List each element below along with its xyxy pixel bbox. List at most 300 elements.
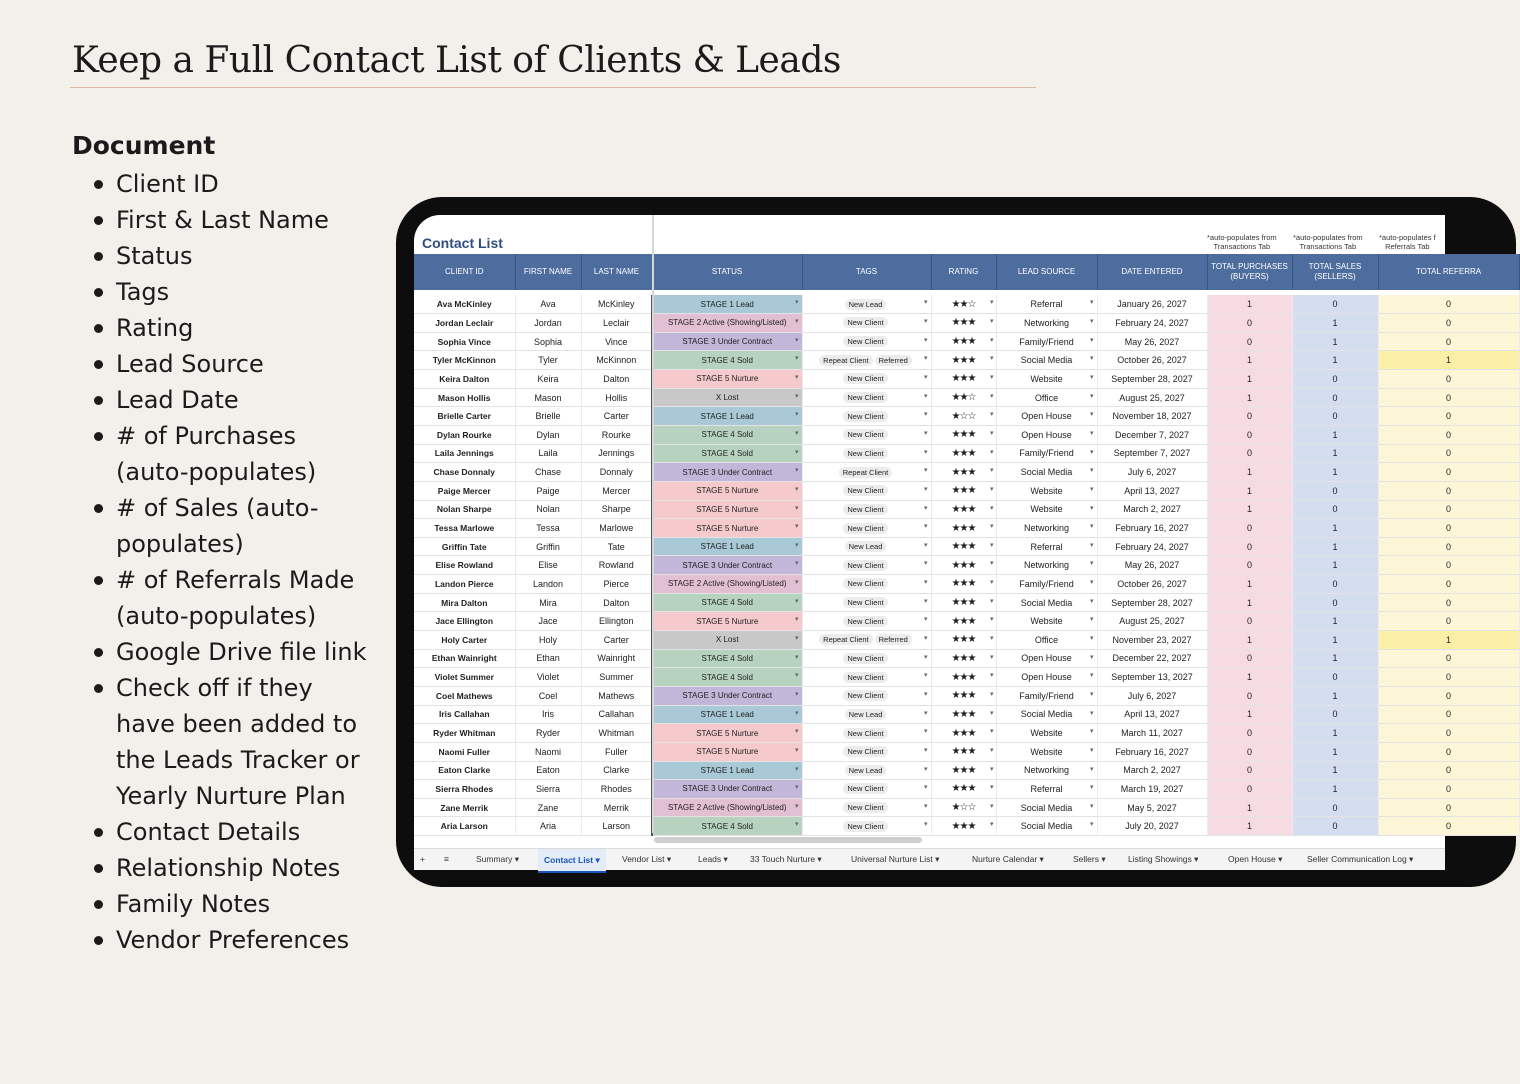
lead-source-dropdown[interactable]: [996, 519, 1097, 538]
date-entered-cell[interactable]: March 2, 2027: [1097, 761, 1207, 780]
dropdown-arrow-icon[interactable]: ▾: [923, 355, 928, 363]
first-name-cell[interactable]: Jace: [515, 612, 581, 631]
dropdown-arrow-icon[interactable]: ▾: [923, 653, 928, 661]
rating-dropdown[interactable]: [931, 556, 996, 575]
date-entered-cell[interactable]: May 26, 2027: [1097, 332, 1207, 351]
tags-dropdown[interactable]: [802, 724, 931, 743]
client-id-cell[interactable]: Laila Jennings: [414, 444, 515, 463]
status-dropdown[interactable]: [652, 463, 802, 482]
date-entered-cell[interactable]: December 7, 2027: [1097, 425, 1207, 444]
last-name-cell[interactable]: Clarke: [581, 761, 652, 780]
status-dropdown[interactable]: [652, 668, 802, 687]
last-name-cell[interactable]: Dalton: [581, 593, 652, 612]
dropdown-arrow-icon[interactable]: ▾: [923, 784, 928, 792]
lead-source-dropdown[interactable]: [996, 798, 1097, 817]
dropdown-arrow-icon[interactable]: ▾: [923, 728, 928, 736]
client-id-cell[interactable]: Griffin Tate: [414, 537, 515, 556]
dropdown-arrow-icon[interactable]: ▾: [989, 467, 993, 475]
client-id-cell[interactable]: Jace Ellington: [414, 612, 515, 631]
client-id-cell[interactable]: Zane Merrik: [414, 798, 515, 817]
status-dropdown[interactable]: [652, 444, 802, 463]
lead-source-dropdown[interactable]: [996, 351, 1097, 370]
status-dropdown[interactable]: [652, 761, 802, 780]
dropdown-arrow-icon[interactable]: ▾: [1089, 355, 1094, 363]
dropdown-arrow-icon[interactable]: ▾: [794, 392, 799, 400]
first-name-cell[interactable]: Naomi: [515, 742, 581, 761]
last-name-cell[interactable]: Dalton: [581, 370, 652, 389]
last-name-cell[interactable]: Larson: [581, 817, 652, 836]
dropdown-arrow-icon[interactable]: ▾: [923, 690, 928, 698]
tags-dropdown[interactable]: [802, 537, 931, 556]
dropdown-arrow-icon[interactable]: ▾: [1089, 411, 1094, 419]
dropdown-arrow-icon[interactable]: ▾: [794, 411, 799, 419]
dropdown-arrow-icon[interactable]: ▾: [1089, 392, 1094, 400]
dropdown-arrow-icon[interactable]: ▾: [989, 392, 993, 400]
last-name-cell[interactable]: Fuller: [581, 742, 652, 761]
status-dropdown[interactable]: [652, 724, 802, 743]
client-id-cell[interactable]: Mira Dalton: [414, 593, 515, 612]
rating-dropdown[interactable]: [931, 351, 996, 370]
tags-dropdown[interactable]: [802, 314, 931, 333]
status-dropdown[interactable]: [652, 481, 802, 500]
lead-source-dropdown[interactable]: [996, 742, 1097, 761]
last-name-cell[interactable]: Jennings: [581, 444, 652, 463]
tags-dropdown[interactable]: [802, 798, 931, 817]
lead-source-dropdown[interactable]: [996, 780, 1097, 799]
dropdown-arrow-icon[interactable]: ▾: [989, 523, 993, 531]
sheet-tab[interactable]: Nurture Calendar ▾: [972, 854, 1044, 864]
first-name-cell[interactable]: Mason: [515, 388, 581, 407]
date-entered-cell[interactable]: July 6, 2027: [1097, 686, 1207, 705]
rating-dropdown[interactable]: [931, 519, 996, 538]
dropdown-arrow-icon[interactable]: ▾: [923, 429, 928, 437]
last-name-cell[interactable]: Ellington: [581, 612, 652, 631]
first-name-cell[interactable]: Dylan: [515, 425, 581, 444]
column-header[interactable]: DATE ENTERED: [1097, 254, 1207, 290]
lead-source-dropdown[interactable]: [996, 705, 1097, 724]
column-header[interactable]: CLIENT ID: [414, 254, 515, 290]
column-header[interactable]: LEAD SOURCE: [996, 254, 1097, 290]
first-name-cell[interactable]: Nolan: [515, 500, 581, 519]
tags-dropdown[interactable]: [802, 575, 931, 594]
tags-dropdown[interactable]: [802, 742, 931, 761]
dropdown-arrow-icon[interactable]: ▾: [989, 635, 993, 643]
status-dropdown[interactable]: [652, 332, 802, 351]
date-entered-cell[interactable]: November 18, 2027: [1097, 407, 1207, 426]
client-id-cell[interactable]: Aria Larson: [414, 817, 515, 836]
dropdown-arrow-icon[interactable]: ▾: [923, 523, 928, 531]
first-name-cell[interactable]: Ryder: [515, 724, 581, 743]
rating-dropdown[interactable]: [931, 481, 996, 500]
dropdown-arrow-icon[interactable]: ▾: [1089, 784, 1094, 792]
last-name-cell[interactable]: Vince: [581, 332, 652, 351]
lead-source-dropdown[interactable]: [996, 612, 1097, 631]
first-name-cell[interactable]: Sierra: [515, 780, 581, 799]
rating-dropdown[interactable]: [931, 705, 996, 724]
dropdown-arrow-icon[interactable]: ▾: [989, 821, 993, 829]
rating-dropdown[interactable]: [931, 724, 996, 743]
client-id-cell[interactable]: Ava McKinley: [414, 295, 515, 314]
last-name-cell[interactable]: Tate: [581, 537, 652, 556]
client-id-cell[interactable]: Landon Pierce: [414, 575, 515, 594]
last-name-cell[interactable]: Hollis: [581, 388, 652, 407]
dropdown-arrow-icon[interactable]: ▾: [1089, 429, 1094, 437]
date-entered-cell[interactable]: October 26, 2027: [1097, 351, 1207, 370]
first-name-cell[interactable]: Laila: [515, 444, 581, 463]
dropdown-arrow-icon[interactable]: ▾: [794, 635, 799, 643]
lead-source-dropdown[interactable]: [996, 575, 1097, 594]
tags-dropdown[interactable]: [802, 388, 931, 407]
dropdown-arrow-icon[interactable]: ▾: [1089, 336, 1094, 344]
sheet-tab[interactable]: Sellers ▾: [1073, 854, 1106, 864]
dropdown-arrow-icon[interactable]: ▾: [989, 653, 993, 661]
rating-dropdown[interactable]: [931, 463, 996, 482]
dropdown-arrow-icon[interactable]: ▾: [923, 635, 928, 643]
dropdown-arrow-icon[interactable]: ▾: [794, 299, 799, 306]
rating-dropdown[interactable]: [931, 817, 996, 836]
tags-dropdown[interactable]: [802, 370, 931, 389]
dropdown-arrow-icon[interactable]: ▾: [1089, 541, 1094, 549]
dropdown-arrow-icon[interactable]: ▾: [1089, 299, 1094, 306]
date-entered-cell[interactable]: March 2, 2027: [1097, 500, 1207, 519]
dropdown-arrow-icon[interactable]: ▾: [794, 429, 799, 437]
rating-dropdown[interactable]: [931, 649, 996, 668]
status-dropdown[interactable]: [652, 500, 802, 519]
first-name-cell[interactable]: Sophia: [515, 332, 581, 351]
date-entered-cell[interactable]: February 16, 2027: [1097, 742, 1207, 761]
dropdown-arrow-icon[interactable]: ▾: [923, 299, 928, 306]
dropdown-arrow-icon[interactable]: ▾: [923, 336, 928, 344]
first-name-cell[interactable]: Zane: [515, 798, 581, 817]
sheet-tab[interactable]: Universal Nurture List ▾: [851, 854, 940, 864]
dropdown-arrow-icon[interactable]: ▾: [1089, 523, 1094, 531]
rating-dropdown[interactable]: [931, 332, 996, 351]
sheet-tab[interactable]: Listing Showings ▾: [1128, 854, 1199, 864]
dropdown-arrow-icon[interactable]: ▾: [923, 802, 928, 810]
dropdown-arrow-icon[interactable]: ▾: [923, 746, 928, 754]
lead-source-dropdown[interactable]: [996, 817, 1097, 836]
last-name-cell[interactable]: Merrik: [581, 798, 652, 817]
dropdown-arrow-icon[interactable]: ▾: [923, 579, 928, 587]
last-name-cell[interactable]: Whitman: [581, 724, 652, 743]
dropdown-arrow-icon[interactable]: ▾: [1089, 560, 1094, 568]
first-name-cell[interactable]: Tessa: [515, 519, 581, 538]
rating-dropdown[interactable]: [931, 761, 996, 780]
dropdown-arrow-icon[interactable]: ▾: [989, 616, 993, 624]
dropdown-arrow-icon[interactable]: ▾: [923, 318, 928, 326]
lead-source-dropdown[interactable]: [996, 649, 1097, 668]
rating-dropdown[interactable]: [931, 612, 996, 631]
sheet-tab[interactable]: Seller Communication Log ▾: [1307, 854, 1414, 864]
last-name-cell[interactable]: Rhodes: [581, 780, 652, 799]
dropdown-arrow-icon[interactable]: ▾: [989, 765, 993, 773]
rating-dropdown[interactable]: [931, 631, 996, 650]
last-name-cell[interactable]: Rourke: [581, 425, 652, 444]
rating-dropdown[interactable]: [931, 798, 996, 817]
status-dropdown[interactable]: [652, 649, 802, 668]
dropdown-arrow-icon[interactable]: ▾: [989, 672, 993, 680]
client-id-cell[interactable]: Tessa Marlowe: [414, 519, 515, 538]
date-entered-cell[interactable]: January 26, 2027: [1097, 295, 1207, 314]
dropdown-arrow-icon[interactable]: ▾: [923, 448, 928, 456]
status-dropdown[interactable]: [652, 705, 802, 724]
tags-dropdown[interactable]: [802, 668, 931, 687]
dropdown-arrow-icon[interactable]: ▾: [989, 541, 993, 549]
rating-dropdown[interactable]: [931, 388, 996, 407]
date-entered-cell[interactable]: February 24, 2027: [1097, 314, 1207, 333]
lead-source-dropdown[interactable]: [996, 593, 1097, 612]
rating-dropdown[interactable]: [931, 295, 996, 314]
date-entered-cell[interactable]: April 13, 2027: [1097, 481, 1207, 500]
dropdown-arrow-icon[interactable]: ▾: [1089, 616, 1094, 624]
dropdown-arrow-icon[interactable]: ▾: [989, 299, 993, 306]
date-entered-cell[interactable]: February 16, 2027: [1097, 519, 1207, 538]
dropdown-arrow-icon[interactable]: ▾: [989, 746, 993, 754]
lead-source-dropdown[interactable]: [996, 481, 1097, 500]
date-entered-cell[interactable]: March 19, 2027: [1097, 780, 1207, 799]
last-name-cell[interactable]: Sharpe: [581, 500, 652, 519]
status-dropdown[interactable]: [652, 817, 802, 836]
dropdown-arrow-icon[interactable]: ▾: [794, 728, 799, 736]
lead-source-dropdown[interactable]: [996, 463, 1097, 482]
first-name-cell[interactable]: Keira: [515, 370, 581, 389]
horizontal-scrollbar[interactable]: [654, 837, 922, 843]
dropdown-arrow-icon[interactable]: ▾: [794, 802, 799, 810]
first-name-cell[interactable]: Holy: [515, 631, 581, 650]
status-dropdown[interactable]: [652, 612, 802, 631]
client-id-cell[interactable]: Mason Hollis: [414, 388, 515, 407]
column-header[interactable]: RATING: [931, 254, 996, 290]
dropdown-arrow-icon[interactable]: ▾: [923, 709, 928, 717]
dropdown-arrow-icon[interactable]: ▾: [989, 448, 993, 456]
tags-dropdown[interactable]: [802, 631, 931, 650]
rating-dropdown[interactable]: [931, 575, 996, 594]
date-entered-cell[interactable]: August 25, 2027: [1097, 388, 1207, 407]
lead-source-dropdown[interactable]: [996, 668, 1097, 687]
dropdown-arrow-icon[interactable]: ▾: [923, 597, 928, 605]
add-sheet-icon[interactable]: +: [420, 854, 425, 864]
tags-dropdown[interactable]: [802, 425, 931, 444]
last-name-cell[interactable]: Carter: [581, 631, 652, 650]
client-id-cell[interactable]: Coel Mathews: [414, 686, 515, 705]
rating-dropdown[interactable]: [931, 444, 996, 463]
dropdown-arrow-icon[interactable]: ▾: [1089, 635, 1094, 643]
first-name-cell[interactable]: Tyler: [515, 351, 581, 370]
last-name-cell[interactable]: Pierce: [581, 575, 652, 594]
client-id-cell[interactable]: Nolan Sharpe: [414, 500, 515, 519]
first-name-cell[interactable]: Elise: [515, 556, 581, 575]
status-dropdown[interactable]: [652, 388, 802, 407]
dropdown-arrow-icon[interactable]: ▾: [1089, 653, 1094, 661]
client-id-cell[interactable]: Naomi Fuller: [414, 742, 515, 761]
tags-dropdown[interactable]: [802, 705, 931, 724]
status-dropdown[interactable]: [652, 780, 802, 799]
rating-dropdown[interactable]: [931, 593, 996, 612]
first-name-cell[interactable]: Ava: [515, 295, 581, 314]
dropdown-arrow-icon[interactable]: ▾: [923, 616, 928, 624]
client-id-cell[interactable]: Chase Donnaly: [414, 463, 515, 482]
rating-dropdown[interactable]: [931, 407, 996, 426]
dropdown-arrow-icon[interactable]: ▾: [1089, 802, 1094, 810]
dropdown-arrow-icon[interactable]: ▾: [794, 597, 799, 605]
tags-dropdown[interactable]: [802, 593, 931, 612]
dropdown-arrow-icon[interactable]: ▾: [1089, 672, 1094, 680]
last-name-cell[interactable]: McKinley: [581, 295, 652, 314]
dropdown-arrow-icon[interactable]: ▾: [794, 784, 799, 792]
sheet-tab[interactable]: Open House ▾: [1228, 854, 1283, 864]
tags-dropdown[interactable]: [802, 556, 931, 575]
dropdown-arrow-icon[interactable]: ▾: [794, 504, 799, 512]
last-name-cell[interactable]: Summer: [581, 668, 652, 687]
date-entered-cell[interactable]: April 13, 2027: [1097, 705, 1207, 724]
sheet-tab[interactable]: Leads ▾: [698, 854, 728, 864]
tags-dropdown[interactable]: [802, 686, 931, 705]
lead-source-dropdown[interactable]: [996, 388, 1097, 407]
date-entered-cell[interactable]: September 7, 2027: [1097, 444, 1207, 463]
client-id-cell[interactable]: Sophia Vince: [414, 332, 515, 351]
dropdown-arrow-icon[interactable]: ▾: [989, 504, 993, 512]
dropdown-arrow-icon[interactable]: ▾: [1089, 597, 1094, 605]
last-name-cell[interactable]: McKinnon: [581, 351, 652, 370]
dropdown-arrow-icon[interactable]: ▾: [989, 802, 993, 810]
status-dropdown[interactable]: [652, 537, 802, 556]
dropdown-arrow-icon[interactable]: ▾: [989, 784, 993, 792]
dropdown-arrow-icon[interactable]: ▾: [923, 560, 928, 568]
rating-dropdown[interactable]: [931, 742, 996, 761]
dropdown-arrow-icon[interactable]: ▾: [989, 355, 993, 363]
rating-dropdown[interactable]: [931, 500, 996, 519]
lead-source-dropdown[interactable]: [996, 556, 1097, 575]
tags-dropdown[interactable]: [802, 295, 931, 314]
date-entered-cell[interactable]: September 13, 2027: [1097, 668, 1207, 687]
dropdown-arrow-icon[interactable]: ▾: [1089, 448, 1094, 456]
dropdown-arrow-icon[interactable]: ▾: [989, 728, 993, 736]
dropdown-arrow-icon[interactable]: ▾: [1089, 504, 1094, 512]
date-entered-cell[interactable]: July 20, 2027: [1097, 817, 1207, 836]
status-dropdown[interactable]: [652, 556, 802, 575]
dropdown-arrow-icon[interactable]: ▾: [923, 392, 928, 400]
first-name-cell[interactable]: Ethan: [515, 649, 581, 668]
first-name-cell[interactable]: Landon: [515, 575, 581, 594]
rating-dropdown[interactable]: [931, 537, 996, 556]
sheet-tab[interactable]: Vendor List ▾: [622, 854, 672, 864]
client-id-cell[interactable]: Eaton Clarke: [414, 761, 515, 780]
dropdown-arrow-icon[interactable]: ▾: [1089, 579, 1094, 587]
date-entered-cell[interactable]: September 28, 2027: [1097, 593, 1207, 612]
first-name-cell[interactable]: Griffin: [515, 537, 581, 556]
lead-source-dropdown[interactable]: [996, 444, 1097, 463]
dropdown-arrow-icon[interactable]: ▾: [989, 429, 993, 437]
last-name-cell[interactable]: Rowland: [581, 556, 652, 575]
dropdown-arrow-icon[interactable]: ▾: [794, 374, 799, 382]
date-entered-cell[interactable]: July 6, 2027: [1097, 463, 1207, 482]
dropdown-arrow-icon[interactable]: ▾: [794, 318, 799, 326]
all-sheets-icon[interactable]: ≡: [444, 854, 449, 864]
lead-source-dropdown[interactable]: [996, 537, 1097, 556]
dropdown-arrow-icon[interactable]: ▾: [989, 690, 993, 698]
dropdown-arrow-icon[interactable]: ▾: [923, 411, 928, 419]
client-id-cell[interactable]: Paige Mercer: [414, 481, 515, 500]
column-header[interactable]: FIRST NAME: [515, 254, 581, 290]
tags-dropdown[interactable]: [802, 407, 931, 426]
client-id-cell[interactable]: Violet Summer: [414, 668, 515, 687]
date-entered-cell[interactable]: November 23, 2027: [1097, 631, 1207, 650]
status-dropdown[interactable]: [652, 742, 802, 761]
lead-source-dropdown[interactable]: [996, 332, 1097, 351]
last-name-cell[interactable]: Mercer: [581, 481, 652, 500]
column-header[interactable]: TOTAL PURCHASES (BUYERS): [1207, 254, 1292, 290]
dropdown-arrow-icon[interactable]: ▾: [794, 355, 799, 363]
tags-dropdown[interactable]: [802, 649, 931, 668]
dropdown-arrow-icon[interactable]: ▾: [923, 765, 928, 773]
dropdown-arrow-icon[interactable]: ▾: [794, 821, 799, 829]
dropdown-arrow-icon[interactable]: ▾: [989, 597, 993, 605]
dropdown-arrow-icon[interactable]: ▾: [1089, 690, 1094, 698]
first-name-cell[interactable]: Brielle: [515, 407, 581, 426]
dropdown-arrow-icon[interactable]: ▾: [794, 448, 799, 456]
date-entered-cell[interactable]: October 26, 2027: [1097, 575, 1207, 594]
dropdown-arrow-icon[interactable]: ▾: [989, 485, 993, 493]
date-entered-cell[interactable]: September 28, 2027: [1097, 370, 1207, 389]
dropdown-arrow-icon[interactable]: ▾: [794, 523, 799, 531]
rating-dropdown[interactable]: [931, 780, 996, 799]
status-dropdown[interactable]: [652, 593, 802, 612]
status-dropdown[interactable]: [652, 407, 802, 426]
column-header[interactable]: TAGS: [802, 254, 931, 290]
tags-dropdown[interactable]: [802, 612, 931, 631]
first-name-cell[interactable]: Violet: [515, 668, 581, 687]
lead-source-dropdown[interactable]: [996, 425, 1097, 444]
dropdown-arrow-icon[interactable]: ▾: [794, 485, 799, 493]
rating-dropdown[interactable]: [931, 314, 996, 333]
tags-dropdown[interactable]: [802, 481, 931, 500]
lead-source-dropdown[interactable]: [996, 370, 1097, 389]
dropdown-arrow-icon[interactable]: ▾: [989, 709, 993, 717]
status-dropdown[interactable]: [652, 519, 802, 538]
lead-source-dropdown[interactable]: [996, 631, 1097, 650]
tags-dropdown[interactable]: [802, 519, 931, 538]
status-dropdown[interactable]: [652, 575, 802, 594]
dropdown-arrow-icon[interactable]: ▾: [1089, 485, 1094, 493]
first-name-cell[interactable]: Iris: [515, 705, 581, 724]
first-name-cell[interactable]: Coel: [515, 686, 581, 705]
client-id-cell[interactable]: Tyler McKinnon: [414, 351, 515, 370]
dropdown-arrow-icon[interactable]: ▾: [794, 690, 799, 698]
client-id-cell[interactable]: Keira Dalton: [414, 370, 515, 389]
first-name-cell[interactable]: Chase: [515, 463, 581, 482]
column-header[interactable]: TOTAL SALES (SELLERS): [1292, 254, 1378, 290]
sheet-tab[interactable]: Summary ▾: [476, 854, 519, 864]
dropdown-arrow-icon[interactable]: ▾: [1089, 728, 1094, 736]
client-id-cell[interactable]: Iris Callahan: [414, 705, 515, 724]
dropdown-arrow-icon[interactable]: ▾: [794, 765, 799, 773]
date-entered-cell[interactable]: August 25, 2027: [1097, 612, 1207, 631]
lead-source-dropdown[interactable]: [996, 686, 1097, 705]
last-name-cell[interactable]: Callahan: [581, 705, 652, 724]
dropdown-arrow-icon[interactable]: ▾: [1089, 746, 1094, 754]
dropdown-arrow-icon[interactable]: ▾: [989, 336, 993, 344]
lead-source-dropdown[interactable]: [996, 407, 1097, 426]
status-dropdown[interactable]: [652, 686, 802, 705]
lead-source-dropdown[interactable]: [996, 761, 1097, 780]
column-header[interactable]: LAST NAME: [581, 254, 652, 290]
tags-dropdown[interactable]: [802, 500, 931, 519]
dropdown-arrow-icon[interactable]: ▾: [923, 504, 928, 512]
first-name-cell[interactable]: Jordan: [515, 314, 581, 333]
first-name-cell[interactable]: Eaton: [515, 761, 581, 780]
column-header[interactable]: STATUS: [652, 254, 802, 290]
date-entered-cell[interactable]: February 24, 2027: [1097, 537, 1207, 556]
